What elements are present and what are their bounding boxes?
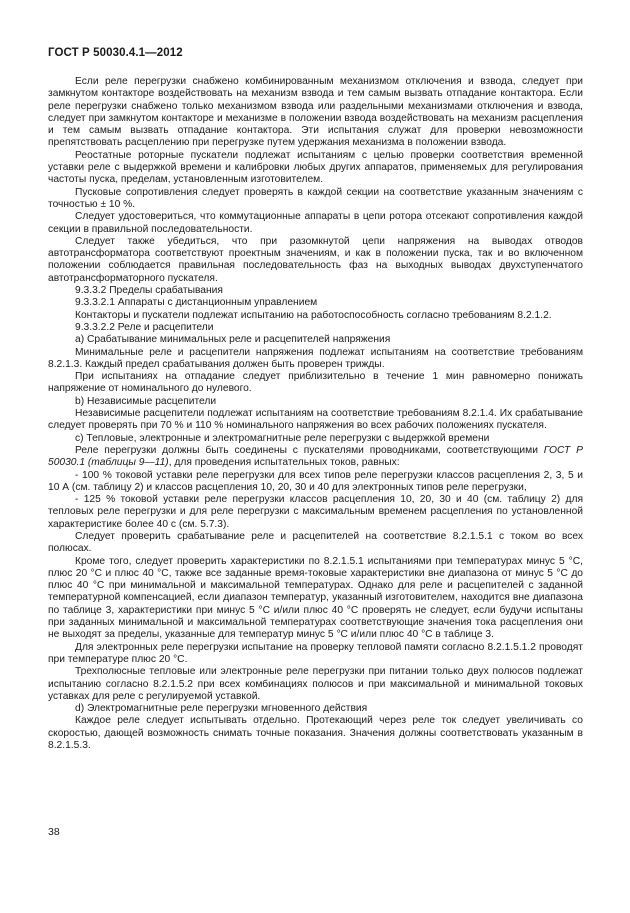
list-item-heading: d) Электромагнитные реле перегрузки мгновенного действия xyxy=(75,703,368,715)
paragraph-text: Реле перегрузки должны быть соединены с пускателями проводниками, соответствующими xyxy=(75,444,544,456)
paragraph: Если реле перегрузки снабжено комбинированным механизмом отключения и взвода, следует при замкнутом контакторе воздействовать на механизм взвода и тем самым вызвать отпадание контактора. Если реле перегрузки снабжено только механизмом взвода или раздельными механизмами отключения и взвода, следует при замкнутом контакторе и механизме в положении взвода воздействовать на механизм расцепления и тем самым вызвать отпадание контактора. Эти испытания служат для проверки невозможности препятствовать расцеплению при перегрузке путем удержания механизма в положении взвода. xyxy=(48,76,583,149)
document-header: ГОСТ Р 50030.4.1—2012 xyxy=(48,47,183,59)
standard-reference: ГОСТ Р 50030.1 (таблицы 9—11) xyxy=(48,444,584,469)
page-number: 38 xyxy=(48,826,60,838)
paragraph: Трехполюсные тепловые или электронные реле перегрузки при питании только двух полюсов подлежат испытанию согласно 8.2.1.5.2 при всех комбинациях полюсов и при максимальной и минимальной токовых уставках для реле с регулируемой уставкой. xyxy=(48,666,583,702)
paragraph: Минимальные реле и расцепители напряжения подлежат испытаниям на соответствие требованиям 8.2.1.3. Каждый предел срабатывания должен быть проверен трижды. xyxy=(48,346,583,370)
paragraph-with-reference xyxy=(48,445,583,470)
section-heading: 9.3.3.2.2 Реле и расцепители xyxy=(75,321,214,333)
paragraph: Пусковые сопротивления следует проверять в каждой секции на соответствие указанным значениям с точностью ± 10 %. xyxy=(48,186,583,210)
paragraph: Кроме того, следует проверить характеристики по 8.2.1.5.1 испытаниями при температурах минус 5 °С, плюс 20 °С и плюс 40 °С, также все заданные время-токовые характеристики вне диапазона от минус 5 °С до плюс 40 °С при минимальной и максимальной температурах. Однако для реле и расцепителей с заданной температурной компенсацией, если диапазон температур, указанный изготовителем, находится вне диапазона по таблице 3, характеристики при минус 5 °С и/или плюс 40 °С проверять не следует, если будучи испытаны при заданных минимальной и максимальной температурах соответствующие значения тока расцепления они не выходят за пределы, указанные для температур минус 5 °С и/или плюс 40 °С в таблице 3. xyxy=(48,555,583,641)
dash-list-item: - 100 % токовой уставки реле перегрузки для всех типов реле перегрузки классов расцепления 2, 3, 5 и 10 А (см. таблицу 2) и классов расцепления 10, 20, 30 и 40 для электронных типов реле перегрузки, xyxy=(48,469,583,493)
paragraph: Для электронных реле перегрузки испытание на проверку тепловой памяти согласно 8.2.1.5.1.2 проводят при температуре плюс 20 °С. xyxy=(48,641,583,665)
paragraph: Реостатные роторные пускатели подлежат испытаниям с целью проверки соответствия временной уставки реле с выдержкой времени и калибровки любых других аппаратов, применяемых для регулирования частоты пуска, пределам, установленным изготовителем. xyxy=(48,149,583,186)
list-item-heading: b) Независимые расцепители xyxy=(75,395,217,407)
paragraph: Следует также убедиться, что при разомкнутой цепи напряжения на выводах отводов автотрансформатора соответствуют проектным значениям, и как в положении пуска, так и во включенном положении соблюдается правильная последовательность фаз на выходных выводах двухступенчатого автотрансформаторного пускателя. xyxy=(48,235,583,284)
paragraph: При испытаниях на отпадание следует приблизительно в течение 1 мин равномерно понижать напряжение от номинального до нулевого. xyxy=(48,371,583,395)
paragraph: Независимые расцепители подлежат испытаниям на соответствие требованиям 8.2.1.4. Их срабатывание следует проверять при 70 % и 110 % номинального напряжения во всех рабочих положениях пускателя. xyxy=(48,408,583,432)
document-body xyxy=(48,76,583,752)
list-item-heading: a) Срабатывание минимальных реле и расцепителей напряжения xyxy=(75,334,391,346)
list-item-heading: c) Тепловые, электронные и электромагнитные реле перегрузки с выдержкой времени xyxy=(75,432,490,444)
paragraph: Следует удостовериться, что коммутационные аппараты в цепи ротора отсекают сопротивления каждой секции в правильной последовательности. xyxy=(48,211,583,235)
section-heading: 9.3.3.2 Пределы срабатывания xyxy=(75,285,223,297)
paragraph: Контакторы и пускатели подлежат испытанию на работоспособность согласно требованиям 8.2.1.2. xyxy=(75,309,552,321)
paragraph-text: , для проведения испытательных токов, равных: xyxy=(168,457,400,469)
section-heading: 9.3.3.2.1 Аппараты с дистанционным управлением xyxy=(75,297,318,309)
paragraph: Каждое реле следует испытывать отдельно. Протекающий через реле ток следует увеличивать со скоростью, дающей возможность снимать точные показания. Значения должны соответствовать указанным в 8.2.1.5.3. xyxy=(48,715,583,752)
dash-list-item: - 125 % токовой уставки реле перегрузки классов расцепления 10, 20, 30 и 40 (см. таблицу 2) для тепловых реле перегрузки и для реле перегрузки с максимальным временем расцепления по установленной характеристике более 40 с (см. 5.7.3). xyxy=(48,494,583,530)
paragraph: Следует проверить срабатывание реле и расцепителей на соответствие 8.2.1.5.1 с током во всех полюсах. xyxy=(48,530,583,555)
